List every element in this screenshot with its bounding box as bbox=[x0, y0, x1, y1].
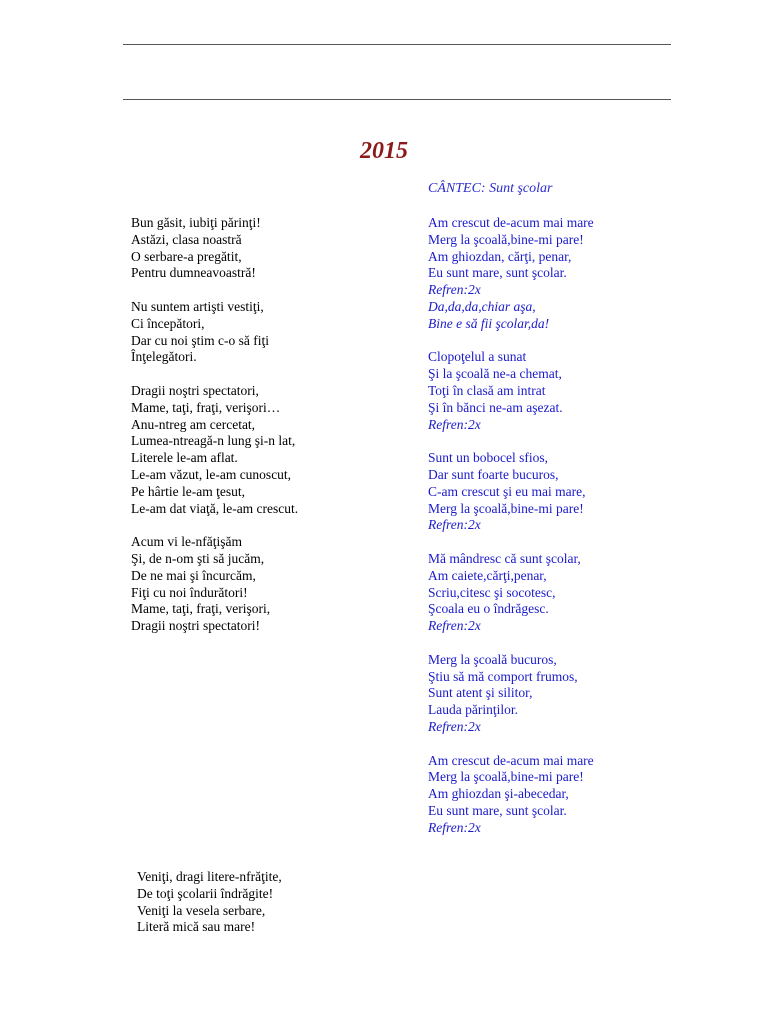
verse-line: Bun găsit, iubiţi părinţi! bbox=[131, 215, 261, 230]
stanza bbox=[428, 551, 594, 635]
refrain-line: Refren:2x bbox=[428, 819, 481, 835]
verse-line: Eu sunt mare, sunt şcolar. bbox=[428, 802, 567, 818]
stanza bbox=[131, 534, 298, 635]
verse-line: Fiţi cu noi îndurători! bbox=[131, 584, 248, 600]
verse-line: Sunt un bobocel sfios, bbox=[428, 450, 548, 466]
stanza bbox=[131, 215, 298, 282]
verse-line: Anu-ntreg am cercetat, bbox=[131, 416, 256, 432]
song-title: CÂNTEC: Sunt şcolar bbox=[428, 181, 553, 196]
verse-line: C-am crescut şi eu mai mare, bbox=[428, 483, 586, 499]
verse-line: Pentru dumneavoastră! bbox=[131, 265, 256, 281]
verse-line: Le-am dat viaţă, le-am crescut. bbox=[131, 500, 299, 516]
verse-line: Merg la şcoală bucuros, bbox=[428, 651, 557, 667]
stanza bbox=[131, 299, 298, 366]
verse-line: Veniţi, dragi litere-nfrăţite, bbox=[137, 869, 282, 884]
verse-line: Pe hârtie le-am ţesut, bbox=[131, 483, 245, 499]
verse-line: Şi în bănci ne-am aşezat. bbox=[428, 399, 563, 415]
second-rule bbox=[123, 99, 671, 100]
refrain-line: Refren:2x bbox=[428, 282, 481, 298]
verse-line: Şi, de n-om şti să jucăm, bbox=[131, 550, 265, 566]
verse-line: Toţi în clasă am intrat bbox=[428, 382, 546, 398]
verse-line: De toţi şcolarii îndrăgite! bbox=[137, 885, 274, 901]
verse-line: Scriu,citesc şi socotesc, bbox=[428, 584, 556, 600]
top-rule bbox=[123, 44, 671, 45]
verse-line: Am caiete,cărţi,penar, bbox=[428, 567, 547, 583]
verse-line: Astăzi, clasa noastră bbox=[131, 231, 242, 247]
year-heading: 2015 bbox=[360, 138, 408, 164]
verse-line: Mă mândresc că sunt şcolar, bbox=[428, 550, 581, 566]
verse-line: Am crescut de-acum mai mare bbox=[428, 752, 594, 768]
verse-line: Dar cu noi ştim c-o să fiţi bbox=[131, 332, 269, 348]
verse-line: Mame, taţi, fraţi, verişori… bbox=[131, 399, 281, 415]
verse-line: Ci începători, bbox=[131, 315, 205, 331]
verse-line: Le-am văzut, le-am cunoscut, bbox=[131, 466, 292, 482]
stanza bbox=[428, 349, 594, 433]
verse-line: Literele le-am aflat. bbox=[131, 450, 238, 466]
verse-line: Eu sunt mare, sunt şcolar. bbox=[428, 265, 567, 281]
verse-line: Ştiu să mă comport frumos, bbox=[428, 668, 578, 684]
verse-line: Sunt atent şi silitor, bbox=[428, 685, 533, 701]
left-poem bbox=[131, 215, 298, 652]
verse-line: Şcoala eu o îndrăgesc. bbox=[428, 601, 549, 617]
verse-line: Mame, taţi, fraţi, verişori, bbox=[131, 601, 271, 617]
verse-line: Am ghiozdan şi-abecedar, bbox=[428, 786, 569, 802]
verse-line: Lauda părinţilor. bbox=[428, 702, 518, 718]
stanza bbox=[428, 652, 594, 736]
verse-line: De ne mai şi încurcăm, bbox=[131, 567, 256, 583]
refrain-line: Da,da,da,chiar aşa, bbox=[428, 298, 536, 314]
verse-line: Merg la şcoală,bine-mi pare! bbox=[428, 769, 584, 785]
verse-line: Clopoţelul a sunat bbox=[428, 349, 527, 365]
verse-line: Acum vi le-nfăţişăm bbox=[131, 534, 242, 550]
verse-line: O serbare-a pregătit, bbox=[131, 248, 242, 264]
verse-line: Merg la şcoală,bine-mi pare! bbox=[428, 500, 584, 516]
stanza bbox=[428, 450, 594, 534]
verse-line: Am crescut de-acum mai mare bbox=[428, 215, 594, 230]
refrain-line: Bine e să fii şcolar,da! bbox=[428, 315, 550, 331]
verse-line: Dragii noştri spectatori! bbox=[131, 618, 260, 634]
stanza bbox=[131, 383, 298, 517]
verse-line: Am ghiozdan, cărţi, penar, bbox=[428, 248, 572, 264]
verse-line: Dragii noştri spectatori, bbox=[131, 382, 259, 398]
verse-line: Şi la şcoală ne-a chemat, bbox=[428, 366, 562, 382]
verse-line: Nu suntem artişti vestiţi, bbox=[131, 298, 264, 314]
refrain-line: Refren:2x bbox=[428, 718, 481, 734]
closing-verse bbox=[137, 869, 282, 936]
verse-line: Lumea-ntreagă-n lung şi-n lat, bbox=[131, 433, 296, 449]
verse-line: Dar sunt foarte bucuros, bbox=[428, 466, 559, 482]
refrain-line: Refren:2x bbox=[428, 618, 481, 634]
song-lyrics bbox=[428, 215, 594, 853]
verse-line: Veniţi la vesela serbare, bbox=[137, 902, 266, 918]
stanza bbox=[428, 753, 594, 837]
verse-line: Merg la şcoală,bine-mi pare! bbox=[428, 231, 584, 247]
refrain-line: Refren:2x bbox=[428, 517, 481, 533]
stanza bbox=[428, 215, 594, 333]
verse-line: Înţelegători. bbox=[131, 349, 197, 365]
verse-line: Literă mică sau mare! bbox=[137, 919, 256, 935]
refrain-line: Refren:2x bbox=[428, 416, 481, 432]
